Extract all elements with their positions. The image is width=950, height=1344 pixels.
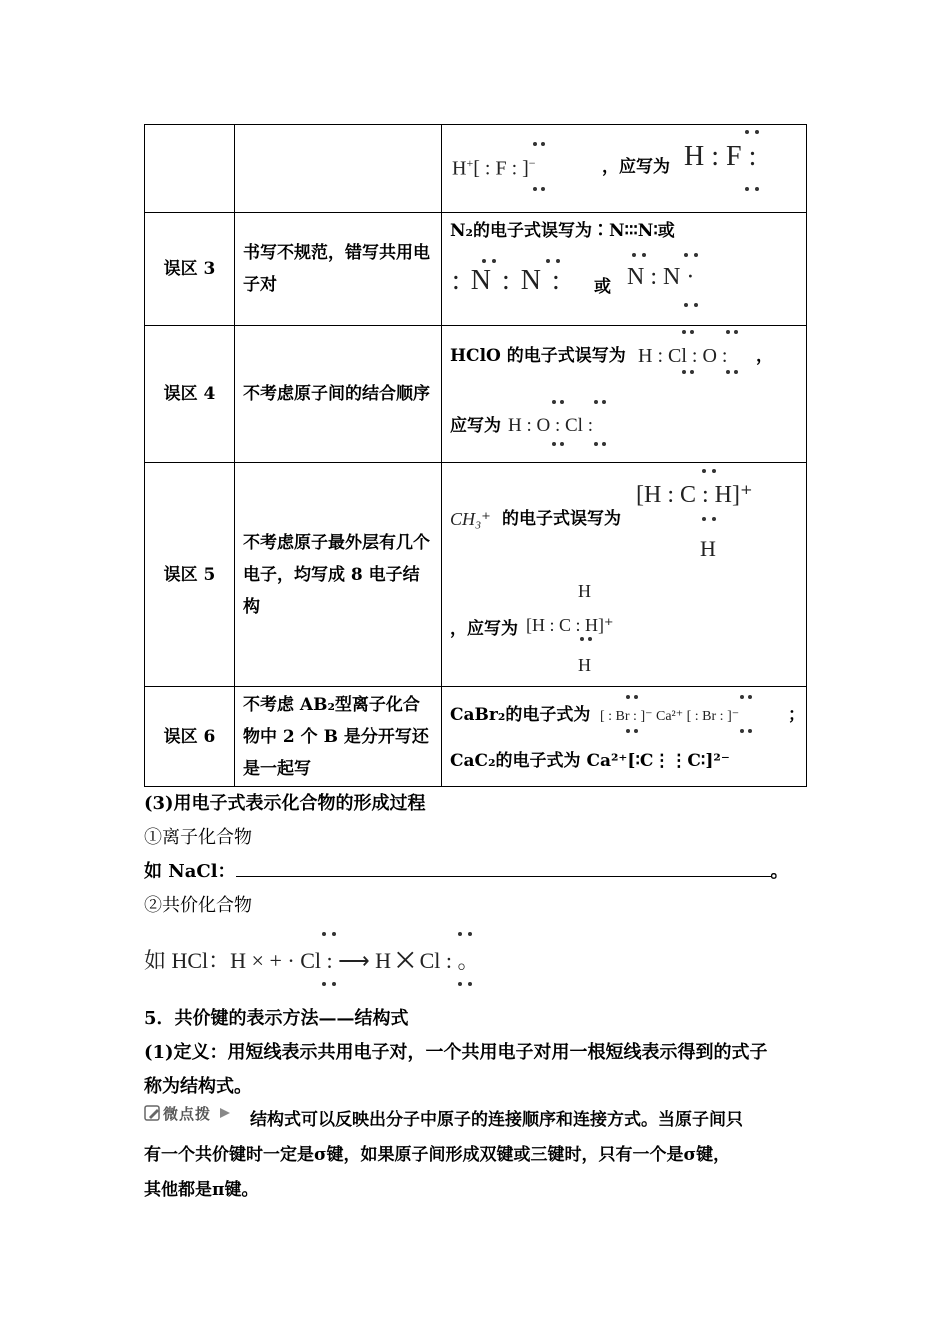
n2-formula-a: : N : N : <box>452 265 562 296</box>
table-row <box>145 213 807 326</box>
wrong-hf-formula: H+[ : F : ]− <box>452 156 536 180</box>
cabr2-formula: [ : Br : ]⁻ Ca²⁺ [ : Br : ]⁻ <box>600 709 740 724</box>
n2-formula-b: N : N · <box>627 264 695 290</box>
table-row <box>145 687 807 787</box>
or-label: 或 <box>594 277 611 297</box>
example-cell <box>442 213 807 326</box>
semicolon: ； <box>788 705 805 725</box>
period: 。 <box>770 861 789 882</box>
n2-wrong-formula: ∶N∶∶∶N∶ <box>592 221 658 241</box>
ch3-wrong-bottom-h: H <box>700 536 716 561</box>
ch3-correct-prefix: ，应写为 <box>450 619 518 639</box>
table-row <box>145 463 807 687</box>
tip-line-2: 有一个共价键时一定是σ键，如果原子间形成双键或三键时，只有一个是σ键， <box>144 1145 731 1165</box>
definition-line-1: (1)定义：用短线表示共用电子对，一个共用电子对用一根短线表示得到的式子 <box>144 1042 768 1063</box>
hclo-wrong-formula: H : Cl : O : <box>638 345 728 367</box>
ionic-compound-heading: ①离子化合物 <box>144 827 252 848</box>
ch3-correct-bottom-h: H <box>578 655 591 675</box>
n2-wrong-prefix: N₂的电子式误写为 <box>450 221 592 241</box>
cabr2-prefix: CaBr₂的电子式为 <box>450 705 591 725</box>
tip-badge <box>144 1104 232 1122</box>
comma: ， <box>756 346 773 366</box>
zone-label: 误区 4 <box>145 326 235 463</box>
nacl-answer-blank <box>236 860 771 877</box>
desc-cell-empty <box>235 125 442 213</box>
definition-line-2: 称为结构式。 <box>144 1076 252 1097</box>
table-row <box>145 125 807 213</box>
zone-description: 不考虑原子最外层有几个电子，均写成 8 电子结构 <box>235 463 442 687</box>
tip-line-3: 其他都是π键。 <box>144 1180 259 1200</box>
tip-line-1: 结构式可以反映出分子中原子的连接顺序和连接方式。当原子间只 <box>250 1110 743 1130</box>
write-as-label: ，应写为 <box>602 157 670 177</box>
error-table <box>144 124 807 787</box>
example-cell <box>442 463 807 687</box>
zone-description: 不考虑原子间的结合顺序 <box>235 326 442 463</box>
ch3-wrong-formula: [H : C : H]⁺ <box>636 482 753 508</box>
hclo-correct-prefix: 应写为 <box>450 416 501 436</box>
ch3-correct-formula: [H : C : H]⁺ <box>526 615 614 635</box>
ch3-wrong-suffix: 的电子式误写为 <box>502 509 621 529</box>
nacl-label: 如 NaCl： <box>144 861 236 882</box>
zone-label: 误区 5 <box>145 463 235 687</box>
zone-label: 误区 3 <box>145 213 235 326</box>
table-row <box>145 326 807 463</box>
hcl-formation-equation: 如 HCl：H × + · Cl : ⟶ H ⨉ Cl : 。 <box>144 948 480 973</box>
example-cell <box>442 326 807 463</box>
ch3-ion-label: CH₃⁺ <box>450 509 491 529</box>
ch3-correct-top-h: H <box>578 581 591 601</box>
example-cell <box>442 687 807 787</box>
tip-label: 微点拨 <box>163 1105 212 1123</box>
zone-description: 书写不规范，错写共用电子对 <box>235 213 442 326</box>
zone-cell-empty <box>145 125 235 213</box>
hclo-wrong-prefix: HClO 的电子式误写为 <box>450 346 626 366</box>
section-5-heading: 5．共价键的表示方法——结构式 <box>144 1008 409 1029</box>
correct-hf-formula: H : F : <box>684 141 757 172</box>
zone-label: 误区 6 <box>145 687 235 787</box>
covalent-compound-heading: ②共价化合物 <box>144 895 252 916</box>
section-3-heading: (3)用电子式表示化合物的形成过程 <box>144 793 426 814</box>
hclo-correct-formula: H : O : Cl : <box>508 415 593 436</box>
example-cell <box>442 125 807 213</box>
zone-description: 不考虑 AB₂型离子化合物中 2 个 B 是分开写还是一起写 <box>235 687 442 787</box>
cac2-line: CaC₂的电子式为 Ca²⁺[∶C⋮⋮C∶]²⁻ <box>450 751 730 771</box>
or-label: 或 <box>657 221 675 241</box>
